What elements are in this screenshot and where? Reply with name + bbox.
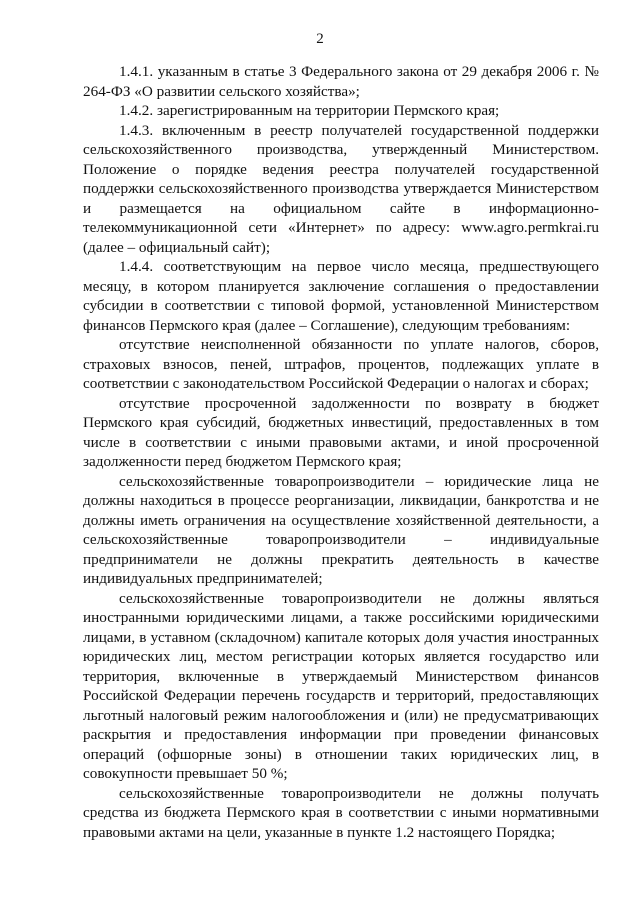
page-number: 2 [316, 31, 324, 47]
paragraph-1-4-3: 1.4.3. включенным в реестр получателей государственной поддержки сельскохозяйственного производства, утвержденный Министерством. Положение о порядке ведения реестра получателей государственной поддержки сельскохозяйственного производства утверждается Министерством и размещается на официальном сайте в информационно-телекоммуникационной сети «Интернет» по адресу: www.agro.permkrai.ru (далее – официальный сайт); [83, 121, 599, 256]
document-body [83, 62, 599, 842]
requirement-no-tax-debt: отсутствие неисполненной обязанности по уплате налогов, сборов, страховых взносов, пеней, штрафов, процентов, подлежащих уплате в соответствии с законодательством Российской Федерации о налогах и сборах; [83, 336, 599, 392]
paragraph-1-4-1: 1.4.1. указанным в статье 3 Федерального закона от 29 декабря 2006 г. № 264-ФЗ «О развитии сельского хозяйства»; [83, 63, 599, 100]
requirement-not-foreign-entity: сельскохозяйственные товаропроизводители не должны являться иностранными юридическими лицами, а также российскими юридическими лицами, в уставном (складочном) капитале которых доля участия иностранных юридических лиц, местом регистрации которых является государство или территория, включенные в утверждаемый Министерством финансов Российской Федерации перечень государств и территорий, предоставляющих льготный налоговый режим налогообложения и (или) не предусматривающих раскрытия и предоставления информации при проведении финансовых операций (офшорные зоны) в отношении таких юридических лиц, в совокупности превышает 50 %; [83, 589, 599, 782]
paragraph-1-4-4: 1.4.4. соответствующим на первое число месяца, предшествующего месяцу, в котором планируется заключение соглашения о предоставлении субсидии в соответствии с типовой формой, установленной Министерством финансов Пермского края (далее – Соглашение), следующим требованиям: [83, 258, 599, 334]
requirement-no-reorganization: сельскохозяйственные товаропроизводители – юридические лица не должны находиться в процессе реорганизации, ликвидации, банкротства и не должны иметь ограничения на осуществление хозяйственной деятельности, а сельскохозяйственные товаропроизводители – индивидуальные предприниматели не должны прекратить деятельность в качестве индивидуальных предпринимателей; [83, 472, 599, 587]
requirement-no-budget-debt: отсутствие просроченной задолженности по возврату в бюджет Пермского края субсидий, бюджетных инвестиций, предоставленных в том числе в соответствии с иными правовыми актами, и иной просроченной задолженности перед бюджетом Пермского края; [83, 394, 599, 470]
paragraph-1-4-2: 1.4.2. зарегистрированным на территории Пермского края; [119, 102, 500, 119]
requirement-no-other-funding: сельскохозяйственные товаропроизводители не должны получать средства из бюджета Пермского края в соответствии с иными нормативными правовыми актами на цели, указанные в пункте 1.2 настоящего Порядка; [83, 784, 599, 841]
